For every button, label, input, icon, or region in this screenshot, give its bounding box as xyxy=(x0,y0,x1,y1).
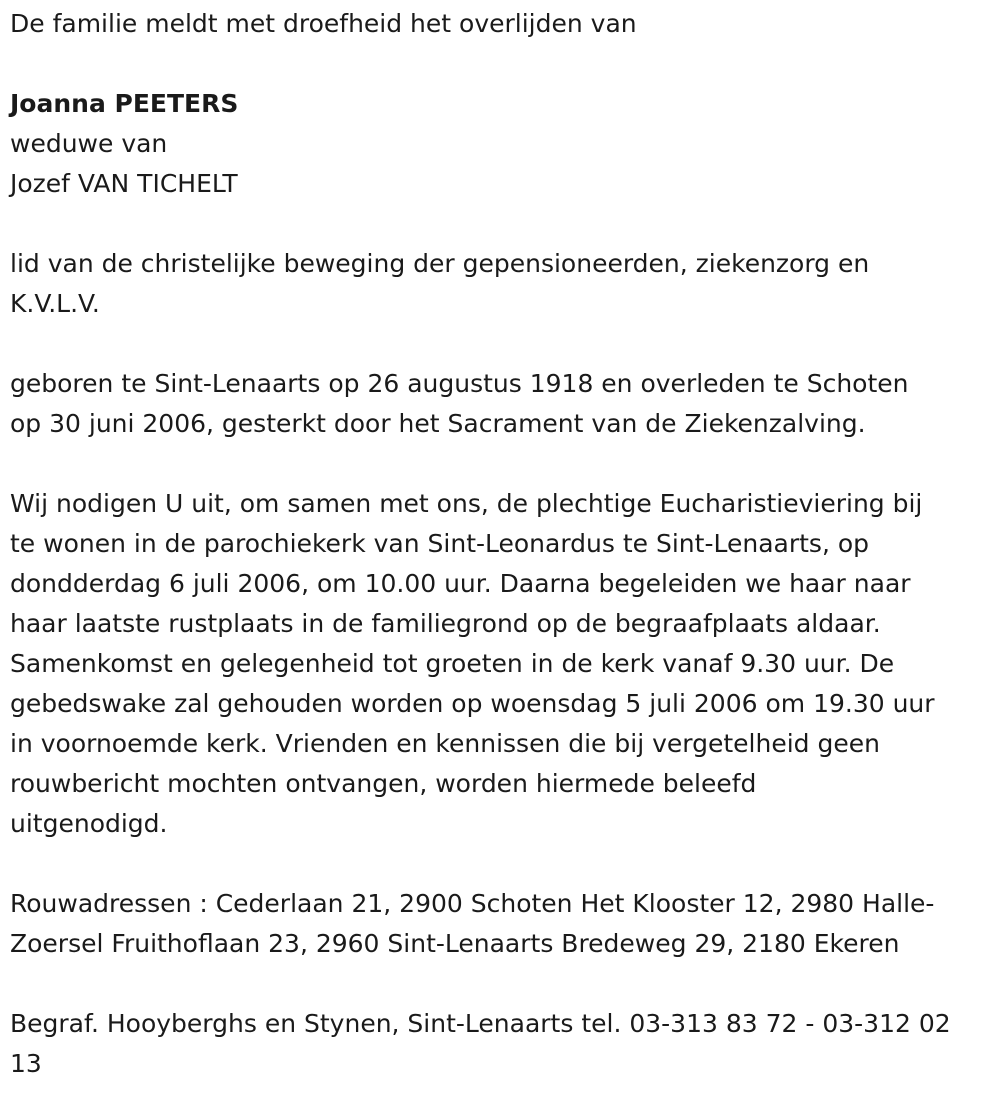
undertaker-line: 13 xyxy=(10,1049,42,1078)
obituary-notice xyxy=(10,4,990,1084)
deceased-name: Joanna PEETERS xyxy=(10,89,239,118)
spacer xyxy=(10,444,990,484)
membership-line: lid van de christelijke beweging der gepensioneerden, ziekenzorg en xyxy=(10,249,870,278)
invitation-line: gebedswake zal gehouden worden op woensdag 5 juli 2006 om 19.30 uur xyxy=(10,689,935,718)
birth-death-line: op 30 juni 2006, gesterkt door het Sacrament van de Ziekenzalving. xyxy=(10,409,866,438)
address-line: Zoersel Fruithoflaan 23, 2960 Sint-Lenaarts Bredeweg 29, 2180 Ekeren xyxy=(10,929,900,958)
invitation-line: Samenkomst en gelegenheid tot groeten in de kerk vanaf 9.30 uur. De xyxy=(10,649,895,678)
birth-death-line: geboren te Sint-Lenaarts op 26 augustus 1918 en overleden te Schoten xyxy=(10,369,909,398)
invitation-line: rouwbericht mochten ontvangen, worden hiermede beleefd xyxy=(10,769,757,798)
spacer xyxy=(10,204,990,244)
address-line: Rouwadressen : Cederlaan 21, 2900 Schoten Het Klooster 12, 2980 Halle- xyxy=(10,889,935,918)
invitation-line: dondderdag 6 juli 2006, om 10.00 uur. Daarna begeleiden we haar naar xyxy=(10,569,911,598)
spacer xyxy=(10,844,990,884)
invitation-line: Wij nodigen U uit, om samen met ons, de plechtige Eucharistieviering bij xyxy=(10,489,923,518)
intro-text: De familie meldt met droefheid het overlijden van xyxy=(10,9,637,38)
spacer xyxy=(10,44,990,84)
invitation-line: in voornoemde kerk. Vrienden en kennissen die bij vergetelheid geen xyxy=(10,729,880,758)
invitation-line: haar laatste rustplaats in de familiegrond op de begraafplaats aldaar. xyxy=(10,609,881,638)
spacer xyxy=(10,324,990,364)
undertaker-line: Begraf. Hooyberghs en Stynen, Sint-Lenaarts tel. 03-313 83 72 - 03-312 02 xyxy=(10,1009,951,1038)
spouse-name: Jozef VAN TICHELT xyxy=(10,169,238,198)
invitation-line: te wonen in de parochiekerk van Sint-Leonardus te Sint-Lenaarts, op xyxy=(10,529,869,558)
relation-text: weduwe van xyxy=(10,129,168,158)
membership-line: K.V.L.V. xyxy=(10,289,100,318)
spacer xyxy=(10,964,990,1004)
invitation-line: uitgenodigd. xyxy=(10,809,168,838)
